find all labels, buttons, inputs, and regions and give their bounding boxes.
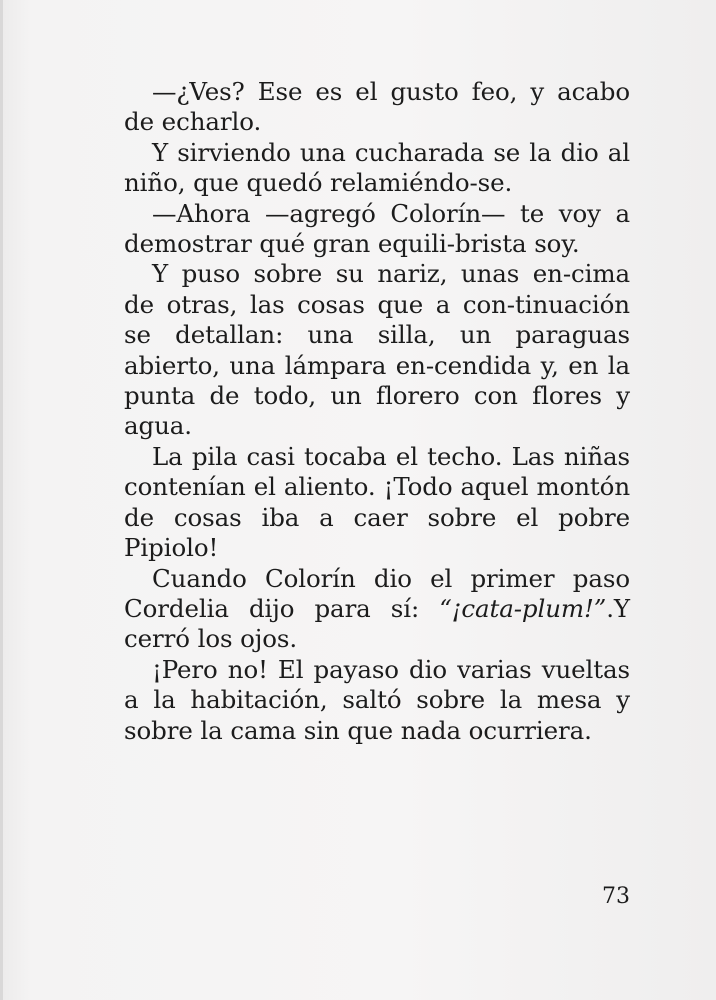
paragraph-6: [124, 564, 630, 655]
page-edge: [0, 0, 3, 1000]
paragraph-6-text-a: Cuando Colorín dio el primer paso Cordelia dijo para sí:: [124, 563, 630, 623]
paragraph-5-text: La pila casi tocaba el techo. Las niñas contenían el aliento. ¡Todo aquel montón de cosas iba a caer sobre el pobre Pipiolo!: [124, 441, 630, 563]
paragraph-7: [124, 655, 630, 746]
paragraph-4: [124, 259, 630, 441]
paragraph-2: [124, 138, 630, 199]
page-number: 73: [602, 884, 630, 909]
paragraph-3: [124, 199, 630, 260]
paragraph-5: [124, 442, 630, 564]
paragraph-6-italic: “¡cata-plum!”: [439, 593, 607, 623]
paragraph-7-text: ¡Pero no! El payaso dio varias vueltas a la habitación, saltó sobre la mesa y sobre la cama sin que nada ocurriera.: [124, 654, 630, 745]
paragraph-2-text: Y sirviendo una cucharada se la dio al niño, que quedó relamiéndo-se.: [124, 137, 630, 198]
paragraph-1-text: —¿Ves? Ese es el gusto feo, y acabo de echarlo.: [124, 77, 630, 137]
paragraph-6-text-b: .Y cerró los ojos.: [124, 593, 630, 654]
paragraph-3-text: —Ahora —agregó Colorín— te voy a demostrar qué gran equili-brista soy.: [124, 198, 630, 259]
paragraph-1: [124, 77, 630, 138]
paragraph-4-text: Y puso sobre su nariz, unas en-cima de otras, las cosas que a con-tinuación se detallan: una silla, un paraguas abierto, una lámpara en-cendida y, en la punta de todo, un florero con flores y agua.: [124, 259, 630, 441]
body-text: [124, 77, 630, 746]
